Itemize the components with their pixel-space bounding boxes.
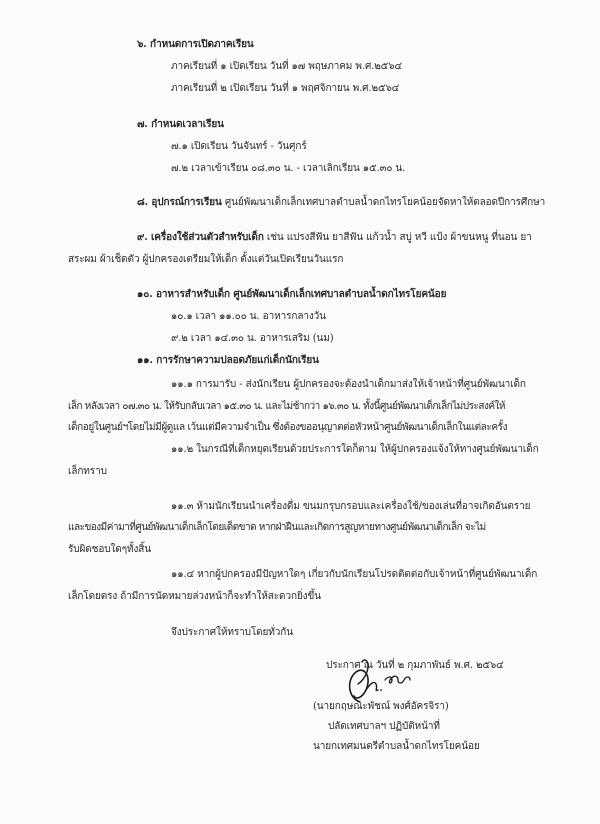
section7-item1: ๗.๑ เปิดเรียน วันจันทร์ - วันศุกร์ — [171, 141, 307, 152]
section10-item2: ๙.๒ เวลา ๑๔.๓๐ น. อาหารเสริม (นม) — [171, 333, 334, 344]
section11-p2-line1: ๑๑.๒ ในกรณีที่เด็กหยุดเรียนด้วยประการใดก็ตาม ให้ผู้ปกครองแจ้งให้ทางศูนย์พัฒนาเด็ก — [171, 444, 539, 455]
section6-term2: ภาคเรียนที่ ๒ เปิดเรียน วันที่ ๑ พฤศจิกายน พ.ศ.๒๕๖๔ — [171, 83, 400, 94]
section11-p4-line1: ๑๑.๔ หากผู้ปกครองมีปัญหาใดๆ เกี่ยวกับนักเรียนโปรดติดต่อกับเจ้าหน้าที่ศูนย์พัฒนาเด็ก — [171, 569, 538, 580]
section11-p1-line2: เล็ก หลังเวลา ๐๗.๓๐ น. ให้รับกลับเวลา ๑๕.๓๐ น. และไม่ช้ากว่า ๑๖.๓๐ น. ทั้งนี้ศูนย์พัฒนาเด็กเล็กไม่ประสงค์ให้ — [68, 401, 506, 412]
announce-date: ประกาศ ณ วันที่ ๒ กุมภาพันธ์ พ.ศ. ๒๕๖๔ — [326, 660, 504, 671]
section9-heading: ๙. เครื่องใช้ส่วนตัวสำหรับเด็ก — [137, 232, 264, 243]
section11-p3-line1: ๑๑.๓ ห้ามนักเรียนนำเครื่องดื่ม ขนมกรุบกรอบและเครื่องใช้/ของเล่นที่อาจเกิดอันตราย — [171, 501, 531, 512]
signer-position1: ปลัดเทศบาลฯ ปฏิบัติหน้าที่ — [328, 721, 440, 732]
section11-p4-line2: เล็กโดยตรง ถ้ามีการนัดหมายล่วงหน้าก็จะทำให้สะดวกยิ่งขึ้น — [68, 591, 321, 602]
section6-heading: ๖. กำหนดการเปิดภาคเรียน — [137, 39, 254, 50]
signer-position2: นายกเทศมนตรีตำบลน้ำดกไทรโยคน้อย — [313, 741, 480, 752]
section11-heading: ๑๑. การรักษาความปลอดภัยแก่เด็กนักเรียน — [137, 355, 319, 366]
section10-item1: ๑๐.๑ เวลา ๑๑.๐๐ น. อาหารกลางวัน — [171, 311, 326, 322]
section8-text: ศูนย์พัฒนาเด็กเล็กเทศบาลตำบลน้ำดกไทรโยคน้อยจัดหาให้ตลอดปีการศึกษา — [221, 197, 546, 208]
section11-p3-line2: และของมีค่ามาที่ศูนย์พัฒนาเด็กเล็กโดยเด็ดขาด หากฝ่าฝืนและเกิดการสูญหายทางศูนย์พัฒนาเด็กเล็ก จะไม่ — [68, 522, 486, 533]
section8-heading: ๘. อุปกรณ์การเรียน — [137, 197, 222, 208]
closing-text: จึงประกาศให้ทราบโดยทั่วกัน — [171, 627, 293, 638]
section8-line — [137, 196, 545, 210]
section11-p1-line3: เด็กอยู่ในศูนย์ฯโดยไม่มีผู้ดูแล เว้นแต่มีความจำเป็น ซึ่งต้องขออนุญาตต่อหัวหน้าศูนย์พัฒนาเด็กเล็กในแต่ละครั้ง — [68, 422, 508, 433]
section9-text2: สระผม ผ้าเช็ดตัว ผู้ปกครองเตรียมให้เด็ก ตั้งแต่วันเปิดเรียนวันแรก — [68, 254, 344, 265]
section6-term1: ภาคเรียนที่ ๑ เปิดเรียน วันที่ ๑๗ พฤษภาคม พ.ศ.๒๕๖๔ — [171, 61, 402, 72]
section7-item2: ๗.๒ เวลาเข้าเรียน ๐๘.๓๐ น. - เวลาเลิกเรียน ๑๕.๓๐ น. — [171, 163, 406, 174]
section11-p1-line1: ๑๑.๑ การมารับ - ส่งนักเรียน ผู้ปกครองจะต้องนำเด็กมาส่งให้เจ้าหน้าที่ศูนย์พัฒนาเด็ก — [171, 379, 526, 390]
section10-heading: ๑๐. อาหารสำหรับเด็ก ศูนย์พัฒนาเด็กเล็กเทศบาลตำบลน้ำดกไทรโยคน้อย — [137, 289, 447, 300]
signer-name: (นายกฤษณะพัชณ์ พงศ์อัครจิรา) — [313, 701, 449, 712]
section11-p3-line3: รับผิดชอบใดๆทั้งสิ้น — [68, 544, 151, 555]
section9-text1: เช่น แปรงสีฟัน ยาสีฟัน แก้วน้ำ สบู่ หวี แป้ง ผ้าขนหนู ที่นอน ยา — [263, 232, 532, 243]
section7-heading: ๗. กำหนดเวลาเรียน — [137, 119, 224, 130]
section11-p2-line2: เล็กทราบ — [68, 466, 107, 477]
section9-line1 — [137, 231, 532, 245]
